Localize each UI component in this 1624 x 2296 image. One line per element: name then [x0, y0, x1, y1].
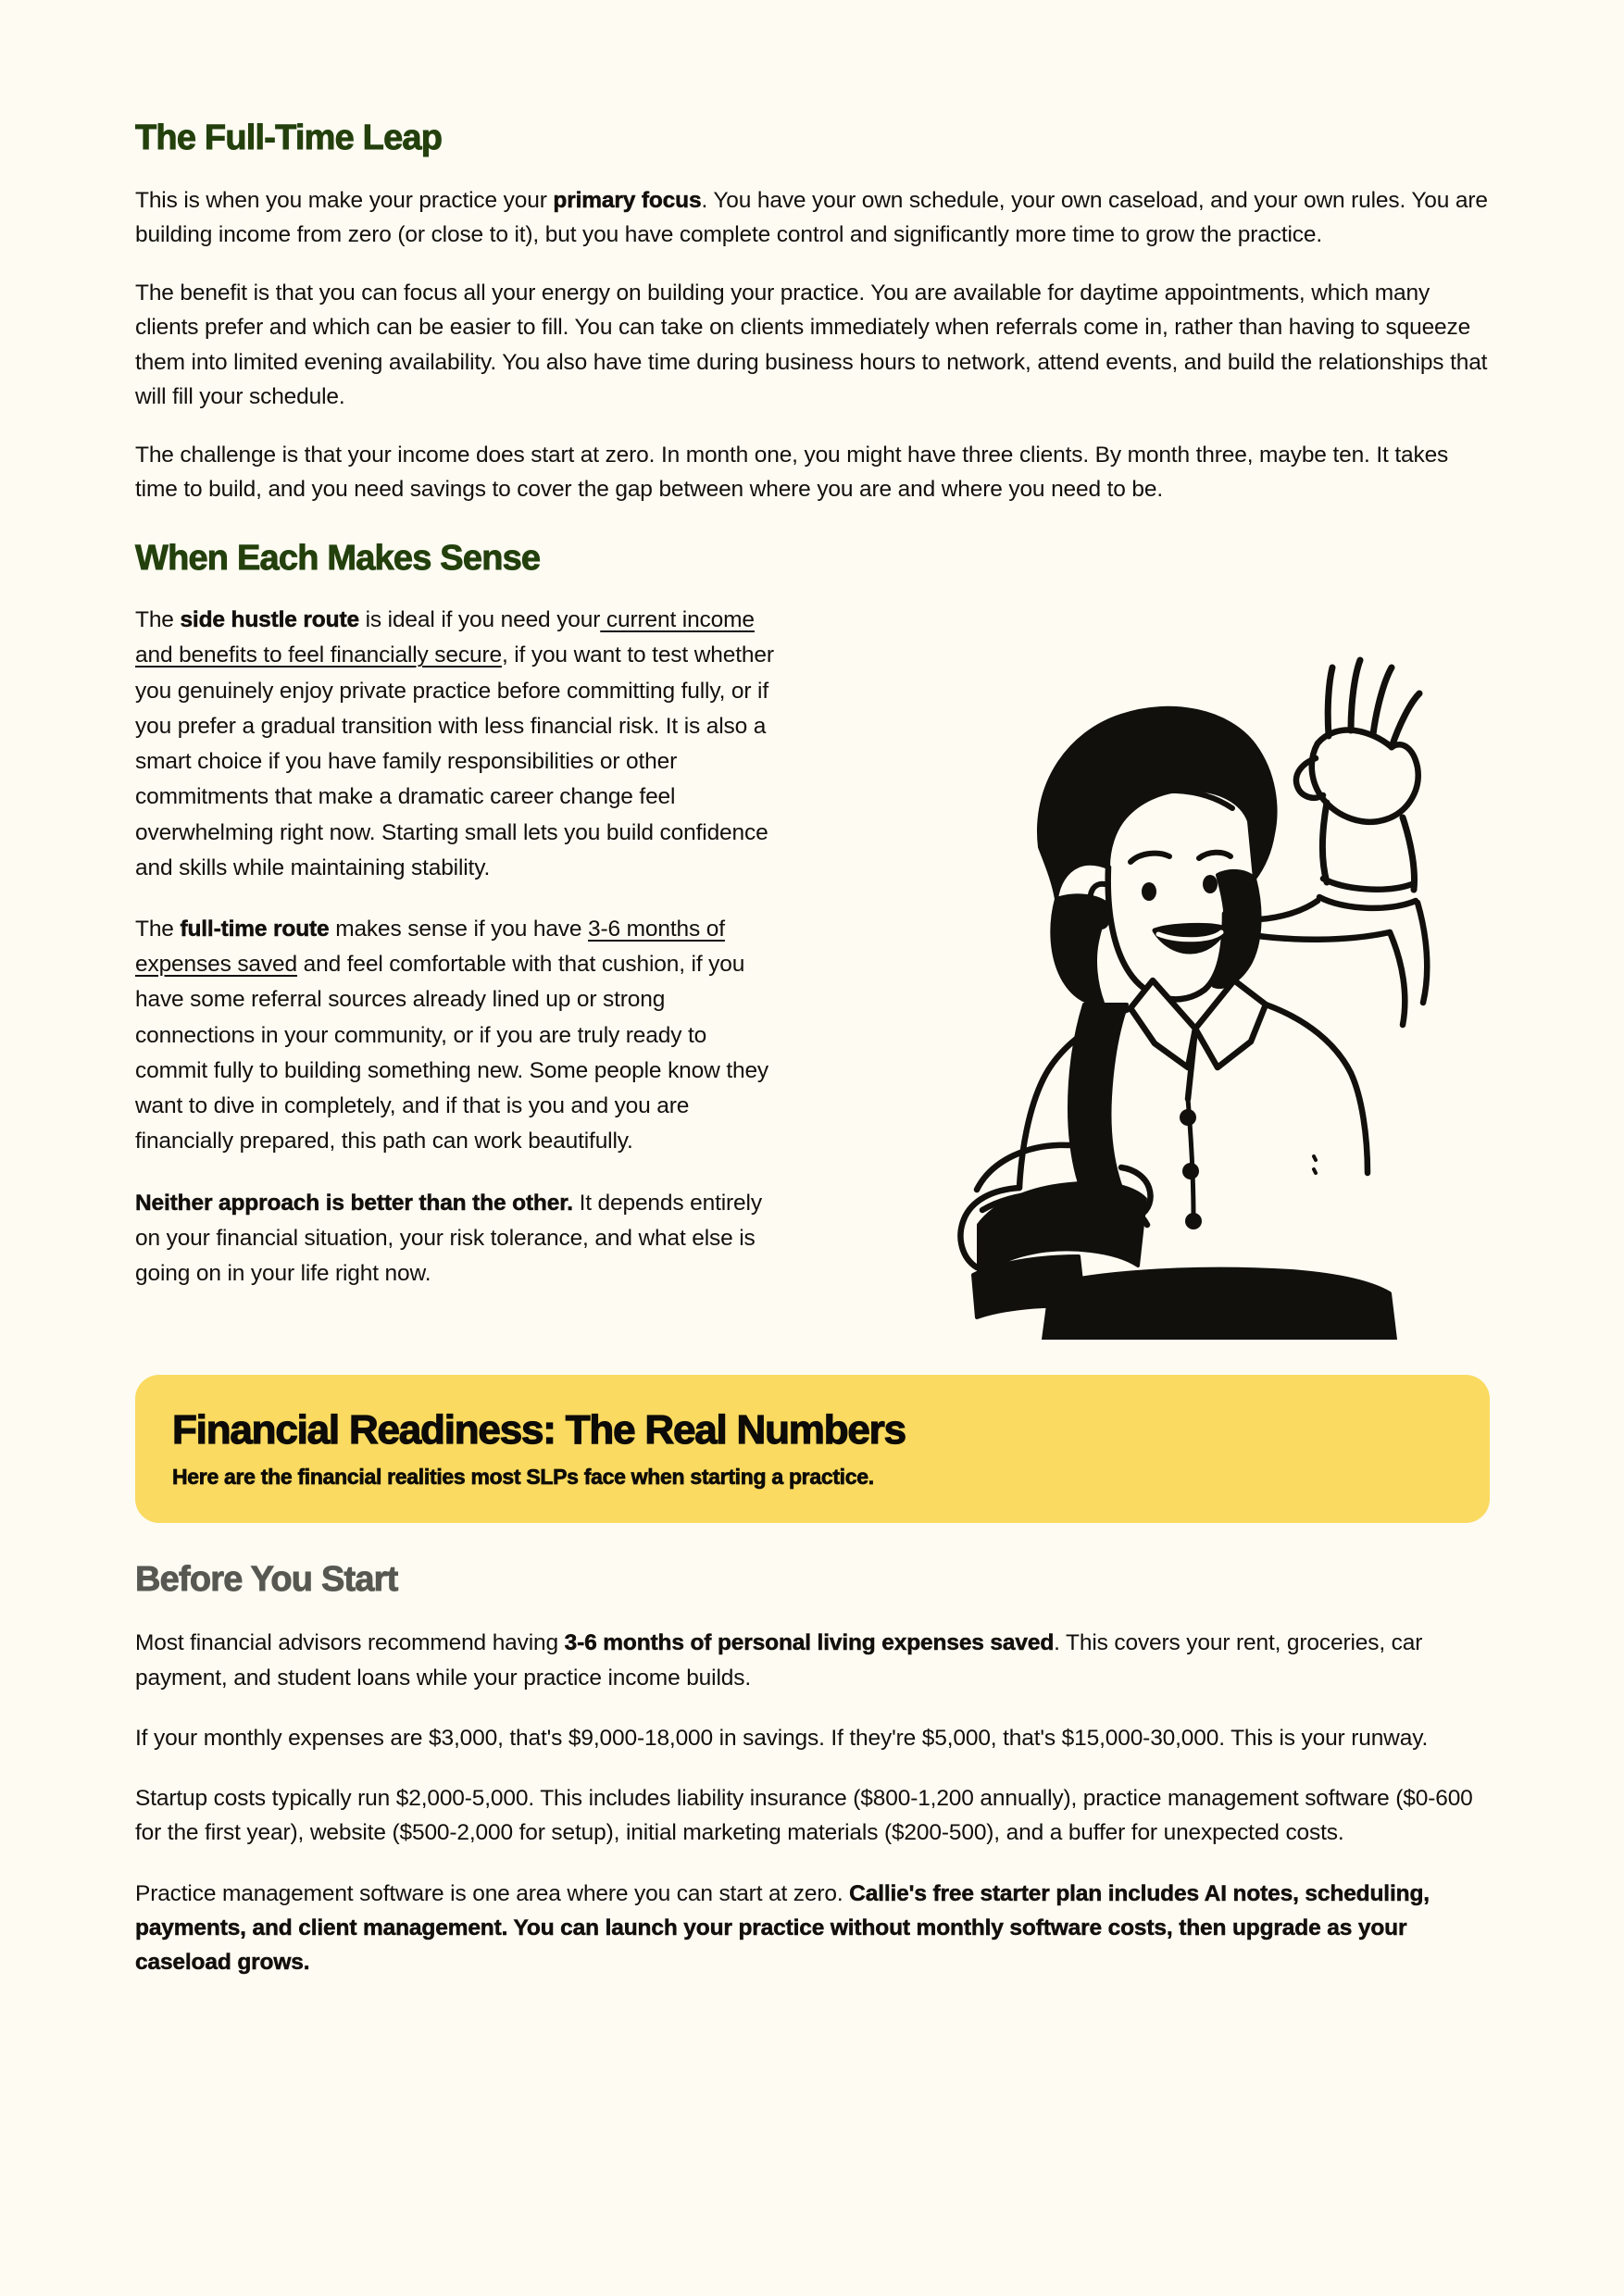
- paragraph-full-time-route: [135, 912, 783, 1160]
- emphasis-neither-approach: Neither approach is better than the other.: [135, 1190, 573, 1216]
- section-before-you-start: [135, 1560, 1490, 1980]
- emphasis-callie-free-starter-plan: Callie's free starter plan includes AI notes, scheduling, payments, and client management. You can launch your practice without monthly software costs, then upgrade as your caseload grows.: [135, 1880, 1430, 1975]
- text-run: This is when you make your practice your: [135, 187, 554, 213]
- underline-months-expenses-saved: 3-6 months of expenses saved: [135, 917, 725, 978]
- text-column: [135, 603, 783, 1292]
- paragraph-side-hustle-route: [135, 603, 783, 886]
- emphasis-side-hustle-route: side hustle route: [180, 607, 359, 633]
- text-run: Most financial advisors recommend having: [135, 1630, 565, 1656]
- waving-professional-woman-illustration: [940, 636, 1495, 1340]
- paragraph-neither-approach: [135, 1186, 783, 1292]
- emphasis-full-time-route: full-time route: [180, 917, 330, 942]
- emphasis-months-expenses-saved: 3-6 months of personal living expenses saved: [564, 1630, 1055, 1656]
- heading-full-time-leap: The Full-Time Leap: [135, 119, 443, 157]
- paragraph-startup-costs: Startup costs typically run $2,000-5,000. This includes liability insurance ($800-1,200 annually), practice management software ($0-600 for the first year), website ($500-2,000 for setup), initial marketing materials ($200-500), and a buffer for unexpected costs.: [135, 1786, 1473, 1846]
- text-run: Practice management software is one area where you can start at zero.: [135, 1880, 850, 1906]
- paragraph-full-time-intro: [135, 183, 1490, 252]
- text-run: is ideal if you need your: [358, 607, 601, 633]
- text-run: makes sense if you have: [329, 917, 589, 942]
- paragraph-savings-recommendation: [135, 1626, 1490, 1694]
- section-full-time-leap: [135, 119, 1490, 507]
- paragraph-callie-starter-plan: [135, 1877, 1490, 1980]
- paragraph-runway-math: If your monthly expenses are $3,000, that's $9,000-18,000 in savings. If they're $5,000, that's $15,000-30,000. This is your runway.: [135, 1725, 1429, 1751]
- text-run: The: [135, 607, 181, 633]
- text-run: It depends entirely on your financial situation, your risk tolerance, and what else is going on in your life right now.: [135, 1190, 762, 1286]
- heading-before-you-start: Before You Start: [135, 1559, 398, 1599]
- two-column-region: [135, 603, 1490, 1343]
- text-run: , if you want to test whether you genuinely enjoy private practice before committing fully, or if you prefer a gradual transition with less financial risk. It is also a smart choice if you have family responsibilities or other commitments that make a dramatic career change feel overwhelming right now. Starting small lets you build confidence and skills while maintaining stability.: [135, 643, 774, 880]
- banner-subtitle: Here are the financial realities most SLPs face when starting a practice.: [172, 1464, 874, 1489]
- text-run: . This covers your rent, groceries, car payment, and student loans while your practice income builds.: [135, 1630, 1423, 1691]
- paragraph-full-time-benefit: The benefit is that you can focus all your energy on building your practice. You are available for daytime appointments, which many clients prefer and which can be easier to fill. You can take on clients immediately when referrals come in, rather than having to squeeze them into limited evening availability. You also have time during business hours to network, attend events, and build the relationships that will fill your schedule.: [135, 281, 1488, 409]
- text-run: The: [135, 917, 181, 942]
- text-run: . You have your own schedule, your own caseload, and your own rules. You are building income from zero (or close to it), but you have complete control and significantly more time to grow the practice.: [135, 187, 1488, 247]
- emphasis-primary-focus: primary focus: [553, 187, 702, 213]
- banner-title: Financial Readiness: The Real Numbers: [172, 1407, 906, 1454]
- section-when-each-makes-sense: [135, 539, 1490, 1344]
- financial-readiness-banner: [135, 1375, 1490, 1522]
- paragraph-full-time-challenge: The challenge is that your income does start at zero. In month one, you might have three clients. By month three, maybe ten. It takes time to build, and you need savings to cover the gap between where you are and where you need to be.: [135, 443, 1449, 503]
- text-run: and feel comfortable with that cushion, if you have some referral sources already lined up or strong connections in your community, or if you are truly ready to commit fully to building something new. Some people know they want to dive in completely, and if that is you and you are financially prepared, this path can work beautifully.: [135, 952, 769, 1154]
- heading-when-each-makes-sense: When Each Makes Sense: [135, 538, 541, 578]
- document-content: [135, 119, 1490, 2005]
- underline-current-income-benefits: current income and benefits to feel financially secure: [135, 607, 755, 668]
